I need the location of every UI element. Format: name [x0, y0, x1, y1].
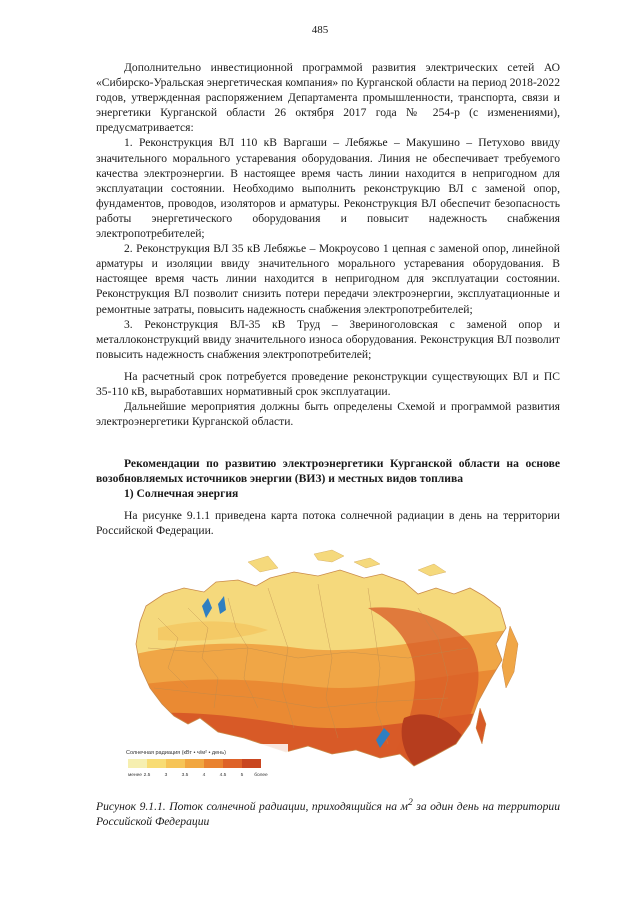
- legend-swatch: [128, 759, 147, 768]
- legend-color-bar: [128, 759, 261, 768]
- paragraph-figure-intro: На рисунке 9.1.1 приведена карта потока солнечной радиации в день на территории Российской Федерации.: [96, 509, 560, 538]
- legend-label: более: [254, 773, 268, 778]
- map-legend: [122, 744, 288, 784]
- section-block: [96, 456, 560, 538]
- paragraph-item-1: 1. Реконструкция ВЛ 110 кВ Варгаши – Лебяжье – Макушино – Петухово ввиду значительного морального устаревания оборудования. Линия не обеспечивает требуемого качества электроэнергии. В настоящее время часть линии находится в непригодном для эксплуатации состоянии. Необходимо выполнить реконструкцию ВЛ с заменой опор, фундаментов, проводов, изоляторов и арматуры. Реконструкция ВЛ обеспечит безопасность работы энергетического оборудования и повысит надежность снабжения электропотребителей;: [96, 136, 560, 241]
- caption-superscript: 2: [407, 797, 413, 808]
- caption-suffix: за один день на территории Российской Федерации: [96, 799, 560, 829]
- legend-label: 3: [164, 773, 168, 778]
- paragraph-intro: Дополнительно инвестиционной программой развития электрических сетей АО «Сибирско-Уральская энергетическая компания» по Курганской области на период 2018-2022 годов, утвержденная распоряжением Департамента промышленности, транспорта, связи и энергетики Курганской области 26 октября 2017 года № 254-р (с изменениями), предусматривается:: [96, 61, 560, 135]
- legend-label: 3.5: [181, 773, 189, 778]
- legend-swatch: [242, 759, 261, 768]
- legend-swatch: [223, 759, 242, 768]
- russia-map-svg: [118, 548, 526, 786]
- legend-swatch: [204, 759, 223, 768]
- legend-label: менее: [128, 773, 142, 778]
- paragraph-reconstruction: На расчетный срок потребуется проведение реконструкции существующих ВЛ и ПС 35-110 кВ, выработавших нормативный срок эксплуатации.: [96, 369, 560, 398]
- section-title: Рекомендации по развитию электроэнергетики Курганской области на основе возобновляемых источников энергии (ВИЗ) и местных видов топлива: [96, 457, 560, 486]
- legend-label: 5: [240, 773, 244, 778]
- legend-label: 4.5: [219, 773, 227, 778]
- paragraph-item-2: 2. Реконструкция ВЛ 35 кВ Лебяжье – Мокроусово 1 цепная с заменой опор, линейной арматуры и изоляции ввиду значительного морального устаревания оборудования. В настоящее время часть линии находится в непригодном для эксплуатации состоянии. Реконструкция ВЛ позволит снизить потери передачи электроэнергии, эксплуатационные и ремонтные затраты, повысить надежность снабжения электропотребителей;: [96, 242, 560, 316]
- legend-label: 2.5: [143, 773, 151, 778]
- paragraph-further: Дальнейшие мероприятия должны быть определены Схемой и программой развития электроэнергетики Курганской области.: [96, 400, 560, 429]
- legend-label: 4: [202, 773, 206, 778]
- legend-swatch: [166, 759, 185, 768]
- subsection-title: 1) Солнечная энергия: [124, 487, 239, 501]
- paragraph-item-3: 3. Реконструкция ВЛ-35 кВ Труд – Звериноголовская с заменой опор и металлоконструкций ввиду значительного износа оборудования. Реконструкция ВЛ позволит повысить надежность снабжения электропотребителей;: [96, 317, 560, 361]
- legend-title: Солнечная радиация (кВт • ч/м² • день): [126, 750, 226, 756]
- solar-radiation-map: [118, 548, 526, 786]
- legend-swatch: [147, 759, 166, 768]
- caption-prefix: Рисунок 9.1.1. Поток солнечной радиации, приходящийся на м: [96, 799, 408, 813]
- page-number: 485: [311, 24, 329, 36]
- body-text: [96, 60, 560, 429]
- figure-caption: [96, 795, 560, 830]
- legend-swatch: [185, 759, 204, 768]
